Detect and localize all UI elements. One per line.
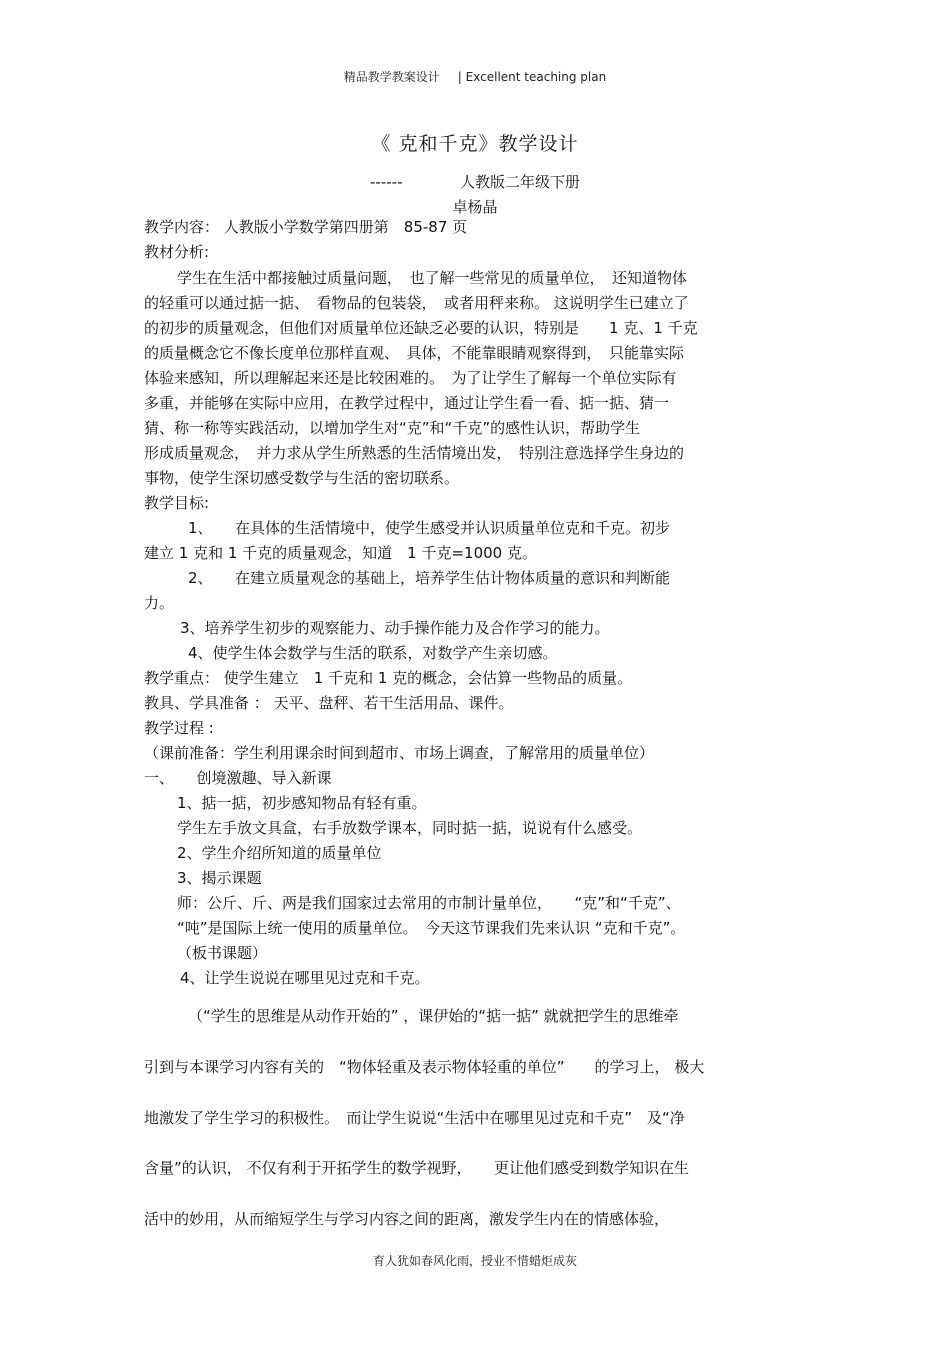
body-line: 教学内容： 人教版小学数学第四册第 85-87 页	[144, 218, 468, 236]
header-right-text: | Excellent teaching plan	[457, 70, 607, 84]
body-line: 的轻重可以通过掂一掂、 看物品的包装袋， 或者用秤来称。 这说明学生已建立了	[144, 294, 689, 312]
body-line: 教材分析:	[144, 243, 210, 261]
body-line: 1、掂一掂，初步感知物品有轻有重。	[177, 794, 427, 812]
body-line: 力。	[144, 594, 175, 612]
body-line: 形成质量观念， 并力求从学生所熟悉的生活情境出发， 特别注意选择学生身边的	[144, 444, 685, 462]
body-line: （课前准备：学生利用课余时间到超市、市场上调查，了解常用的质量单位）	[144, 744, 655, 762]
body-line: 引到与本课学习内容有关的 “物体轻重及表示物体轻重的单位” 的学习上， 极大	[144, 1058, 705, 1076]
body-line: 教学目标:	[144, 494, 210, 512]
page-footer: 育人犹如春风化雨，授业不惜蜡炬成灰	[372, 1254, 577, 1268]
document-title: 《 克和千克》教学设计	[371, 133, 579, 155]
body-line: 1、 在具体的生活情境中，使学生感受并认识质量单位克和千克。初步	[188, 519, 671, 537]
body-line: 4、让学生说说在哪里见过克和千克。	[180, 969, 430, 987]
body-line: 建立 1 克和 1 千克的质量观念，知道 1 千克=1000 克。	[144, 544, 537, 562]
body-line: 3、培养学生初步的观察能力、动手操作能力及合作学习的能力。	[180, 619, 610, 637]
document-author: 卓杨晶	[452, 198, 498, 216]
body-line: 含量”的认识， 不仅有利于开拓学生的数学视野， 更让他们感受到数学知识在生	[144, 1159, 690, 1177]
body-line: 的质量概念它不像长度单位那样直观、 具体，不能靠眼睛观察得到， 只能靠实际	[144, 344, 685, 362]
body-line: 体验来感知，所以理解起来还是比较困难的。 为了让学生了解每一个单位实际有	[144, 369, 677, 387]
body-line: 多重，并能够在实际中应用，在教学过程中，通过让学生看一看、掂一掂、猜一	[144, 394, 670, 412]
body-line: 学生在生活中都接触过质量问题， 也了解一些常见的质量单位， 还知道物体	[177, 269, 688, 287]
body-line: 地激发了学生学习的积极性。 而让学生说说“生活中在哪里见过克和千克” 及“净	[144, 1109, 685, 1127]
body-line: 4、使学生体会数学与生活的联系，对数学产生亲切感。	[188, 644, 558, 662]
body-line: “吨”是国际上统一使用的质量单位。 今天这节课我们先来认识 “克和千克”。	[177, 919, 686, 937]
body-line: 2、 在建立质量观念的基础上，培养学生估计物体质量的意识和判断能	[188, 569, 671, 587]
body-line: 教学过程 :	[144, 719, 214, 737]
body-line: 3、揭示课题	[177, 869, 262, 887]
body-line: 学生左手放文具盒，右手放数学课本，同时掂一掂，说说有什么感受。	[177, 819, 643, 837]
body-line: 师：公斤、斤、两是我们国家过去常用的市制计量单位， “克”和“千克”、	[177, 894, 681, 912]
body-line: 事物，使学生深切感受数学与生活的密切联系。	[144, 469, 460, 487]
body-line: 活中的妙用，从而缩短学生与学习内容之间的距离，激发学生内在的情感体验，	[144, 1210, 670, 1228]
subtitle-text: 人教版二年级下册	[460, 173, 581, 191]
body-line: （“学生的思维是从动作开始的” ，课伊始的“掂一掂” 就就把学生的思维牵	[188, 1007, 679, 1025]
body-line: 猜、称一称等实践活动，以增加学生对“克”和“千克”的感性认识，帮助学生	[144, 419, 641, 437]
subtitle-dashes: ------	[370, 173, 403, 191]
body-line: 2、学生介绍所知道的质量单位	[177, 844, 382, 862]
body-line: 教具、学具准备 ： 天平、盘秤、若干生活用品、课件。	[144, 694, 514, 712]
page-header	[0, 68, 950, 85]
body-line: 教学重点： 使学生建立 1 千克和 1 克的概念，会估算一些物品的质量。	[144, 669, 633, 687]
body-line: 一、 创境激趣、导入新课	[144, 769, 332, 787]
header-left-text: 精品教学教案设计	[343, 70, 440, 84]
body-line: （板书课题）	[177, 944, 268, 962]
document-subtitle	[370, 171, 580, 192]
body-line: 的初步的质量观念，但他们对质量单位还缺乏必要的认识，特别是 1 克、1 千克	[144, 319, 698, 337]
